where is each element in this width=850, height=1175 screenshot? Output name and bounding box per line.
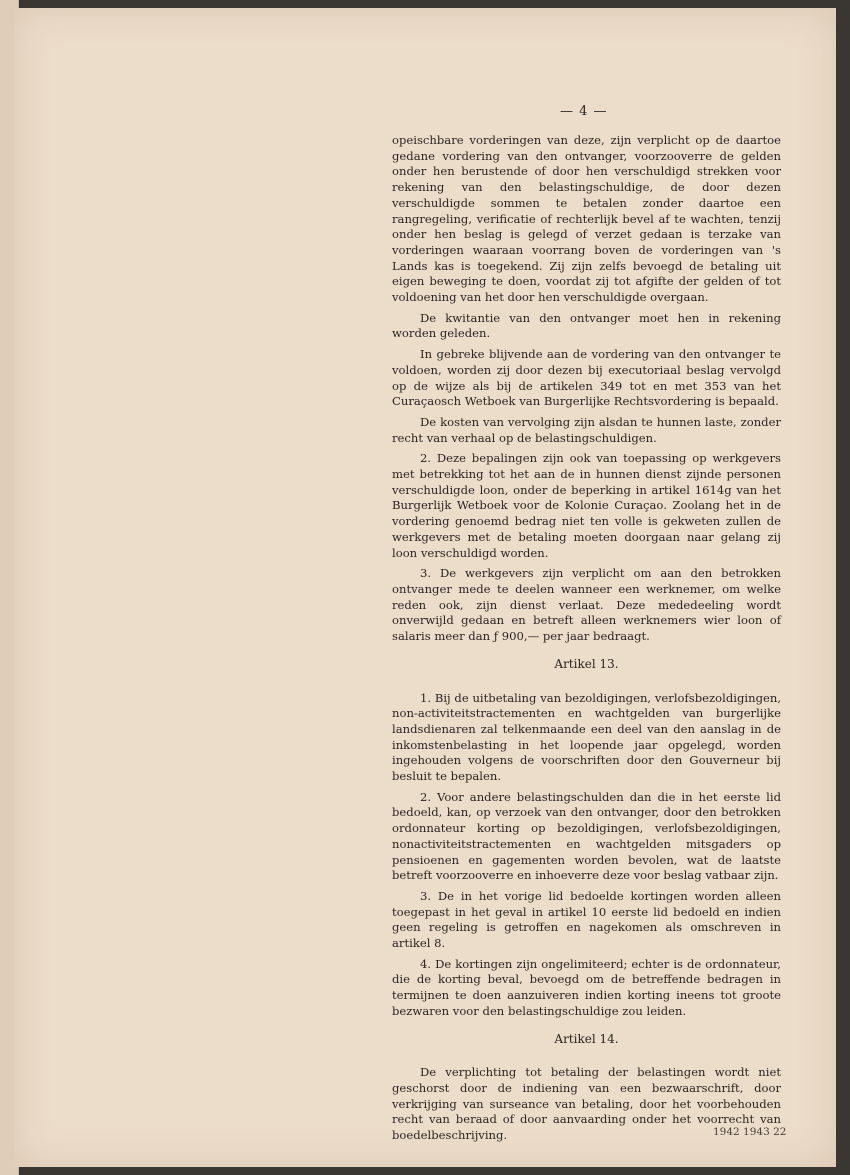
paragraph: De kwitantie van den ontvanger moet hen in rekening worden geleden. <box>392 310 781 341</box>
paragraph: 3. De werkgevers zijn verplicht om aan den betrokken ontvanger mede te deelen wanneer een werknemer, om welke reden ook, zijn dienst verlaat. Deze mededeeling wordt onverwijld gedaan en betreft alleen werknemers wier loon of salaris meer dan ƒ 900,— per jaar bedraagt. <box>392 566 781 644</box>
paragraph: De kosten van vervolging zijn alsdan te hunnen laste, zonder recht van verhaal op de belastingschuldigen. <box>392 414 781 445</box>
paragraph: De verplichting tot betaling der belastingen wordt niet geschorst door de indiening van een bezwaarschrift, door verkrijging van surseance van betaling, door het voorbehouden recht van beraad of door aanvaarding onder het voorrecht van boedelbeschrijving. <box>392 1065 781 1143</box>
paragraph: 2. Voor andere belastingschulden dan die in het eerste lid bedoeld, kan, op verzoek van den ontvanger, door den betrokken ordonnateur korting op bezoldigingen, verlofsbezoldigingen, nonactiviteitstractementen en wachtgelden mitsgaders op pensioenen en gagementen worden bevolen, wat de laatste betreft voorzooverre en inhoeverre deze voor beslag vatbaar zijn. <box>392 789 781 883</box>
paragraph: 4. De kortingen zijn ongelimiteerd; echter is de ordonnateur, die de korting beval, bevoegd om de betreffende bedragen in termijnen te doen aanzuiveren indien korting ineens tot groote bezwaren voor den belastingschuldige zou leiden. <box>392 956 781 1018</box>
footer-note: 1942 1943 22 <box>713 1126 787 1138</box>
body-text <box>392 133 781 1149</box>
article-heading-14: Artikel 14. <box>554 1031 619 1046</box>
paragraph: 3. De in het vorige lid bedoelde kortingen worden alleen toegepast in het geval in artikel 10 eerste lid bedoeld en indien geen regeling is getroffen en nagekomen als omschreven in artikel 8. <box>392 888 781 951</box>
page-number: — 4 — <box>560 104 608 119</box>
paragraph: 1. Bij de uitbetaling van bezoldigingen, verlofsbezoldigingen, non-activiteitstractementen en wachtgelden van burgerlijke landsdienaren zal telkenmaande een deel van den aanslag in de inkomstenbelasting in het loopende jaar opgelegd, worden ingehouden volgens de voorschriften door den Gouverneur bij besluit te bepalen. <box>392 690 781 784</box>
paragraph: opeischbare vorderingen van deze, zijn verplicht op de daartoe gedane vordering van den ontvanger, voorzooverre de gelden onder hen berustende of door hen verschuldigd strekken voor rekening van den belastingschuldige, de door dezen verschuldigde sommen te betalen zonder daartoe een rangregeling, verificatie of rechterlijk bevel af te wachten, tenzij onder hen beslag is gelegd of verzet gedaan is terzake van vorderingen waaraan voorrang boven de vorderingen van 's Lands kas is toegekend. Zij zijn zelfs bevoegd de betaling uit eigen beweging te doen, voordat zij tot afgifte der gelden of tot voldoening van het door hen verschuldigde overgaan. <box>392 133 781 305</box>
article-heading-13: Artikel 13. <box>554 656 619 671</box>
paragraph: In gebreke blijvende aan de vordering van den ontvanger te voldoen, worden zij door dezen bij executoriaal beslag vervolgd op de wijze als bij de artikelen 349 tot en met 353 van het Curaçaosch Wetboek van Burgerlijke Rechtsvordering is bepaald. <box>392 347 781 409</box>
paragraph: 2. Deze bepalingen zijn ook van toepassing op werkgevers met betrekking tot het aan de in hunnen dienst zijnde personen verschuldigde loon, onder de beperking in artikel 1614g van het Burgerlijk Wetboek voor de Kolonie Curaçao. Zoolang het in de vordering genoemd bedrag niet ten volle is gekweten zullen de werkgevers met de betaling moeten doorgaan naar gelang zij loon verschuldigd worden. <box>392 451 781 560</box>
